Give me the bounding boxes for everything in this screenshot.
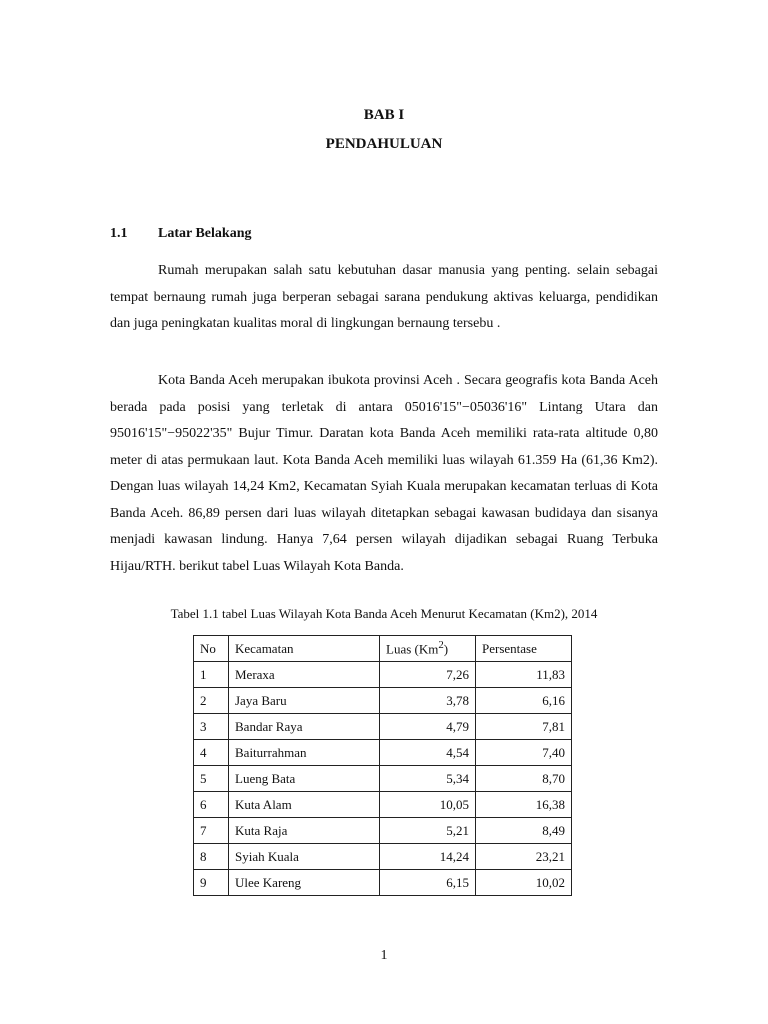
cell-kecamatan: Bandar Raya (229, 714, 380, 740)
paragraph-1: Rumah merupakan salah satu kebutuhan dasar manusia yang penting. selain sebagai tempat bernaung rumah juga berperan sebagai sarana pendukung aktivas keluarga, pendidikan dan juga peningkatan kualitas moral di lingkungan bernaung tersebu . (110, 263, 658, 331)
cell-persentase: 7,81 (476, 714, 572, 740)
table-row (194, 662, 572, 688)
table-row (194, 792, 572, 818)
cell-luas: 5,34 (380, 766, 476, 792)
cell-luas: 7,26 (380, 662, 476, 688)
cell-persentase: 16,38 (476, 792, 572, 818)
cell-persentase: 23,21 (476, 844, 572, 870)
cell-kecamatan: Kuta Alam (229, 792, 380, 818)
cell-no: 9 (194, 870, 229, 896)
cell-persentase: 8,49 (476, 818, 572, 844)
header-no: No (194, 636, 229, 662)
section-number: 1.1 (110, 226, 128, 241)
cell-no: 4 (194, 740, 229, 766)
cell-persentase: 6,16 (476, 688, 572, 714)
cell-kecamatan: Baiturrahman (229, 740, 380, 766)
cell-luas: 6,15 (380, 870, 476, 896)
header-luas-text: Luas (Km (386, 641, 439, 657)
table-row (194, 870, 572, 896)
cell-persentase: 7,40 (476, 740, 572, 766)
table-row (194, 818, 572, 844)
header-luas-close: ) (443, 641, 449, 657)
paragraph-2: Kota Banda Aceh merupakan ibukota provinsi Aceh . Secara geografis kota Banda Aceh berada pada posisi yang terletak di antara 05016'15"−05036'16" Lintang Utara dan 95016'15"−95022'35" Bujur Timur. Daratan kota Banda Aceh memiliki rata-rata altitude 0,80 meter di atas permukaan laut. Kota Banda Aceh memiliki luas wilayah 61.359 Ha (61,36 Km2). Dengan luas wilayah 14,24 Km2, Kecamatan Syiah Kuala merupakan kecamatan terluas di Kota Banda Aceh. 86,89 persen dari luas wilayah ditetapkan sebagai kawasan budidaya dan sisanya menjadi kawasan lindung. Hanya 7,64 persen wilayah dijadikan sebagai Ruang Terbuka Hijau/RTH. berikut tabel Luas Wilayah Kota Banda. (110, 373, 658, 574)
cell-no: 3 (194, 714, 229, 740)
cell-luas: 4,54 (380, 740, 476, 766)
cell-no: 2 (194, 688, 229, 714)
header-kecamatan: Kecamatan (229, 636, 380, 662)
chapter-label: BAB I (363, 107, 405, 123)
cell-luas: 14,24 (380, 844, 476, 870)
section-heading (110, 226, 251, 242)
table-header-row (194, 636, 572, 662)
area-table (193, 635, 572, 896)
cell-no: 1 (194, 662, 229, 688)
cell-persentase: 11,83 (476, 662, 572, 688)
chapter-title: PENDAHULUAN (325, 136, 443, 152)
cell-persentase: 10,02 (476, 870, 572, 896)
cell-no: 5 (194, 766, 229, 792)
table-row (194, 740, 572, 766)
cell-kecamatan: Jaya Baru (229, 688, 380, 714)
cell-kecamatan: Meraxa (229, 662, 380, 688)
cell-kecamatan: Lueng Bata (229, 766, 380, 792)
cell-kecamatan: Ulee Kareng (229, 870, 380, 896)
cell-kecamatan: Kuta Raja (229, 818, 380, 844)
cell-luas: 3,78 (380, 688, 476, 714)
table-row (194, 766, 572, 792)
header-luas (380, 636, 476, 662)
table-row (194, 688, 572, 714)
cell-no: 6 (194, 792, 229, 818)
table-row (194, 844, 572, 870)
cell-persentase: 8,70 (476, 766, 572, 792)
cell-luas: 4,79 (380, 714, 476, 740)
cell-luas: 5,21 (380, 818, 476, 844)
table-caption: Tabel 1.1 tabel Luas Wilayah Kota Banda Aceh Menurut Kecamatan (Km2), 2014 (170, 606, 598, 621)
header-persentase: Persentase (476, 636, 572, 662)
table-row (194, 714, 572, 740)
page-number: 1 (380, 948, 388, 963)
header-luas-superscript: 2 (438, 639, 444, 652)
cell-luas: 10,05 (380, 792, 476, 818)
cell-kecamatan: Syiah Kuala (229, 844, 380, 870)
section-title: Latar Belakang (158, 226, 252, 241)
cell-no: 8 (194, 844, 229, 870)
cell-no: 7 (194, 818, 229, 844)
